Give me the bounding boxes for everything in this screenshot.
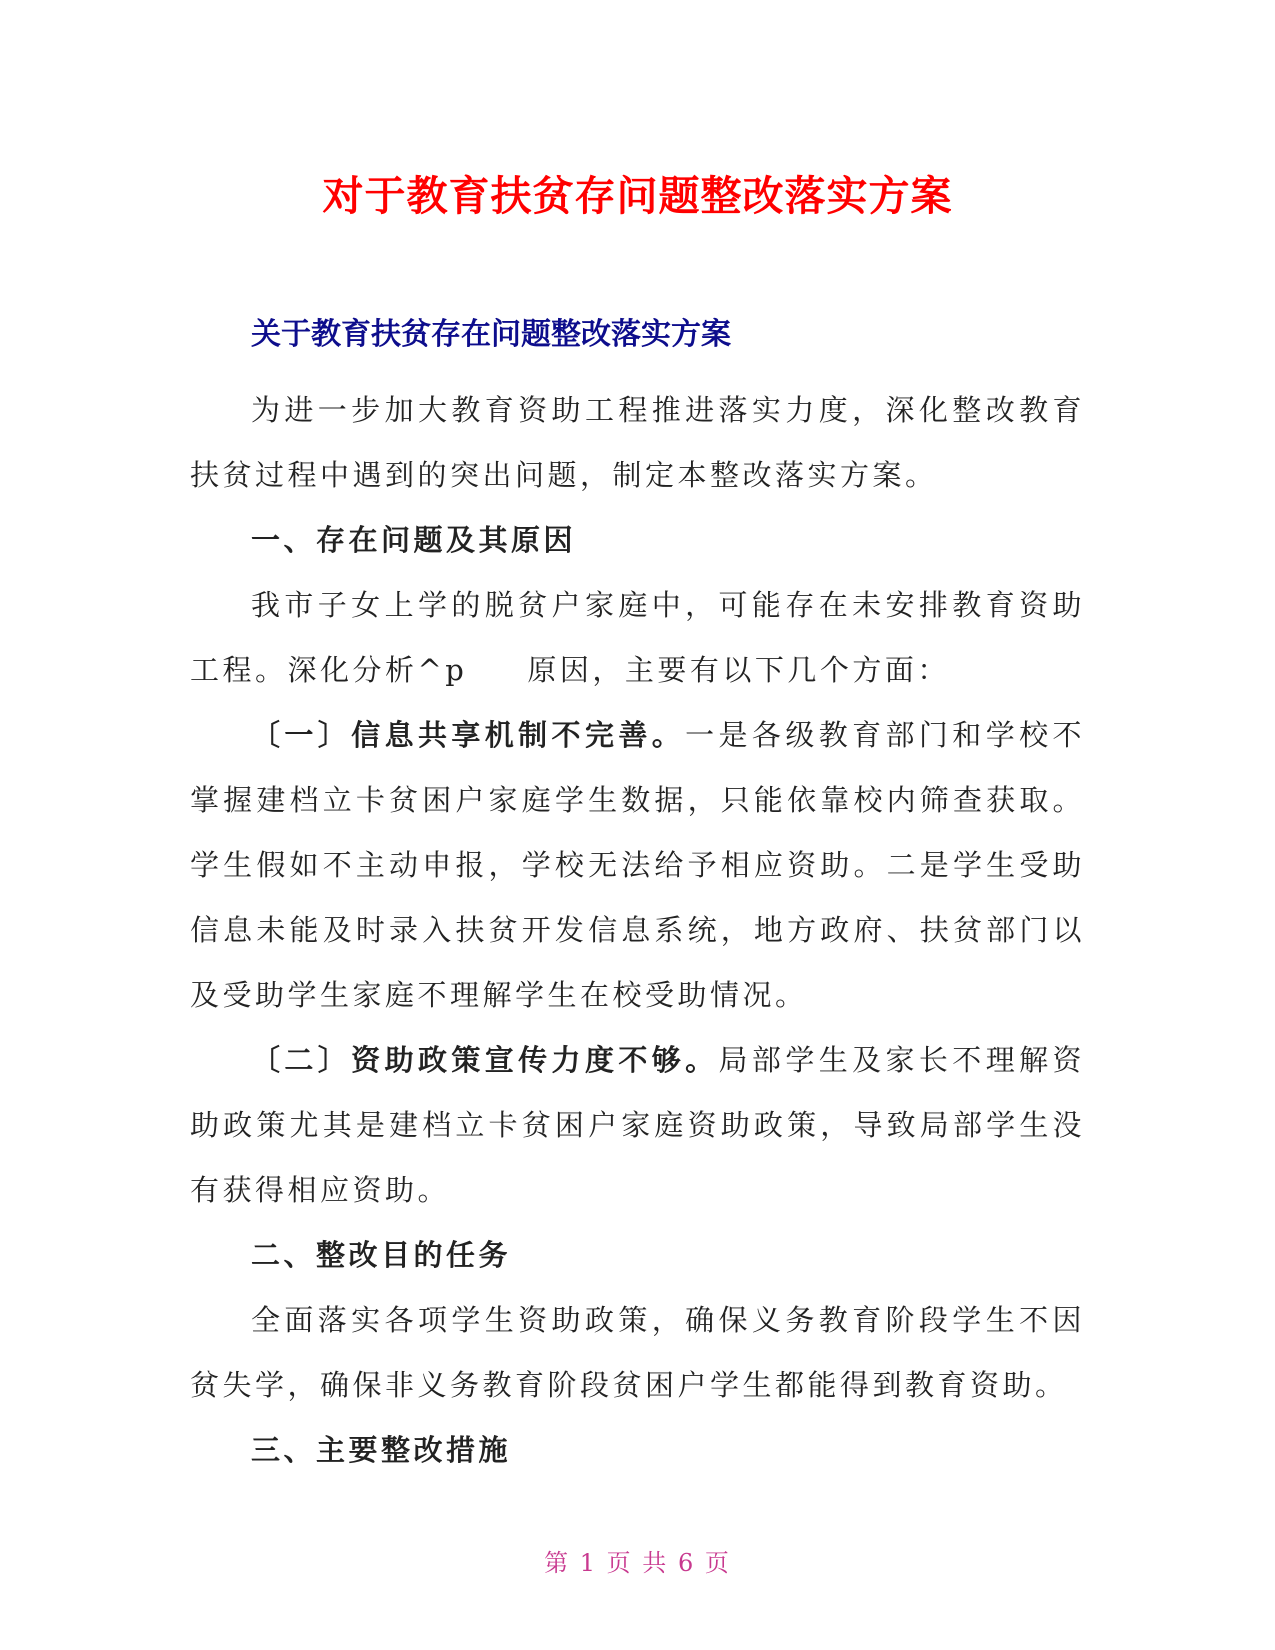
section-1-paragraph	[190, 573, 1085, 703]
item-2-label: 〔二〕资助政策宣传力度不够。	[251, 1043, 719, 1077]
item-2-paragraph	[190, 1028, 1085, 1223]
section-1-text-a: 我市子女上学的脱贫户家庭中，可能存在未安排教育资助工程。深化分析^p	[190, 588, 1085, 687]
section-1-text-b: 原因，主要有以下几个方面：	[527, 653, 950, 687]
item-1-label: 〔一〕信息共享机制不完善。	[251, 718, 686, 752]
section-2-paragraph: 全面落实各项学生资助政策，确保义务教育阶段学生不因贫失学，确保非义务教育阶段贫困户学生都能得到教育资助。	[190, 1303, 1085, 1402]
document-title: 对于教育扶贫存问题整改落实方案	[322, 172, 953, 220]
document-body	[190, 378, 1085, 1483]
intro-paragraph: 为进一步加大教育资助工程推进落实力度，深化整改教育扶贫过程中遇到的突出问题，制定本整改落实方案。	[190, 393, 1085, 492]
section-1-heading: 一、存在问题及其原因	[251, 523, 577, 557]
document-subtitle: 关于教育扶贫存在问题整改落实方案	[251, 317, 731, 352]
section-3-heading: 三、主要整改措施	[251, 1433, 512, 1467]
item-1-paragraph	[190, 703, 1085, 1028]
item-1-text: 一是各级教育部门和学校不掌握建档立卡贫困户家庭学生数据，只能依靠校内筛查获取。学生假如不主动申报，学校无法给予相应资助。二是学生受助信息未能及时录入扶贫开发信息系统，地方政府、扶贫部门以及受助学生家庭不理解学生在校受助情况。	[190, 718, 1085, 1012]
section-2-heading: 二、整改目的任务	[251, 1238, 512, 1272]
item-2-text: 局部学生及家长不理解资助政策尤其是建档立卡贫困户家庭资助政策，导致局部学生没有获得相应资助。	[190, 1043, 1085, 1207]
page-number-footer: 第 1 页 共 6 页	[544, 1549, 731, 1577]
